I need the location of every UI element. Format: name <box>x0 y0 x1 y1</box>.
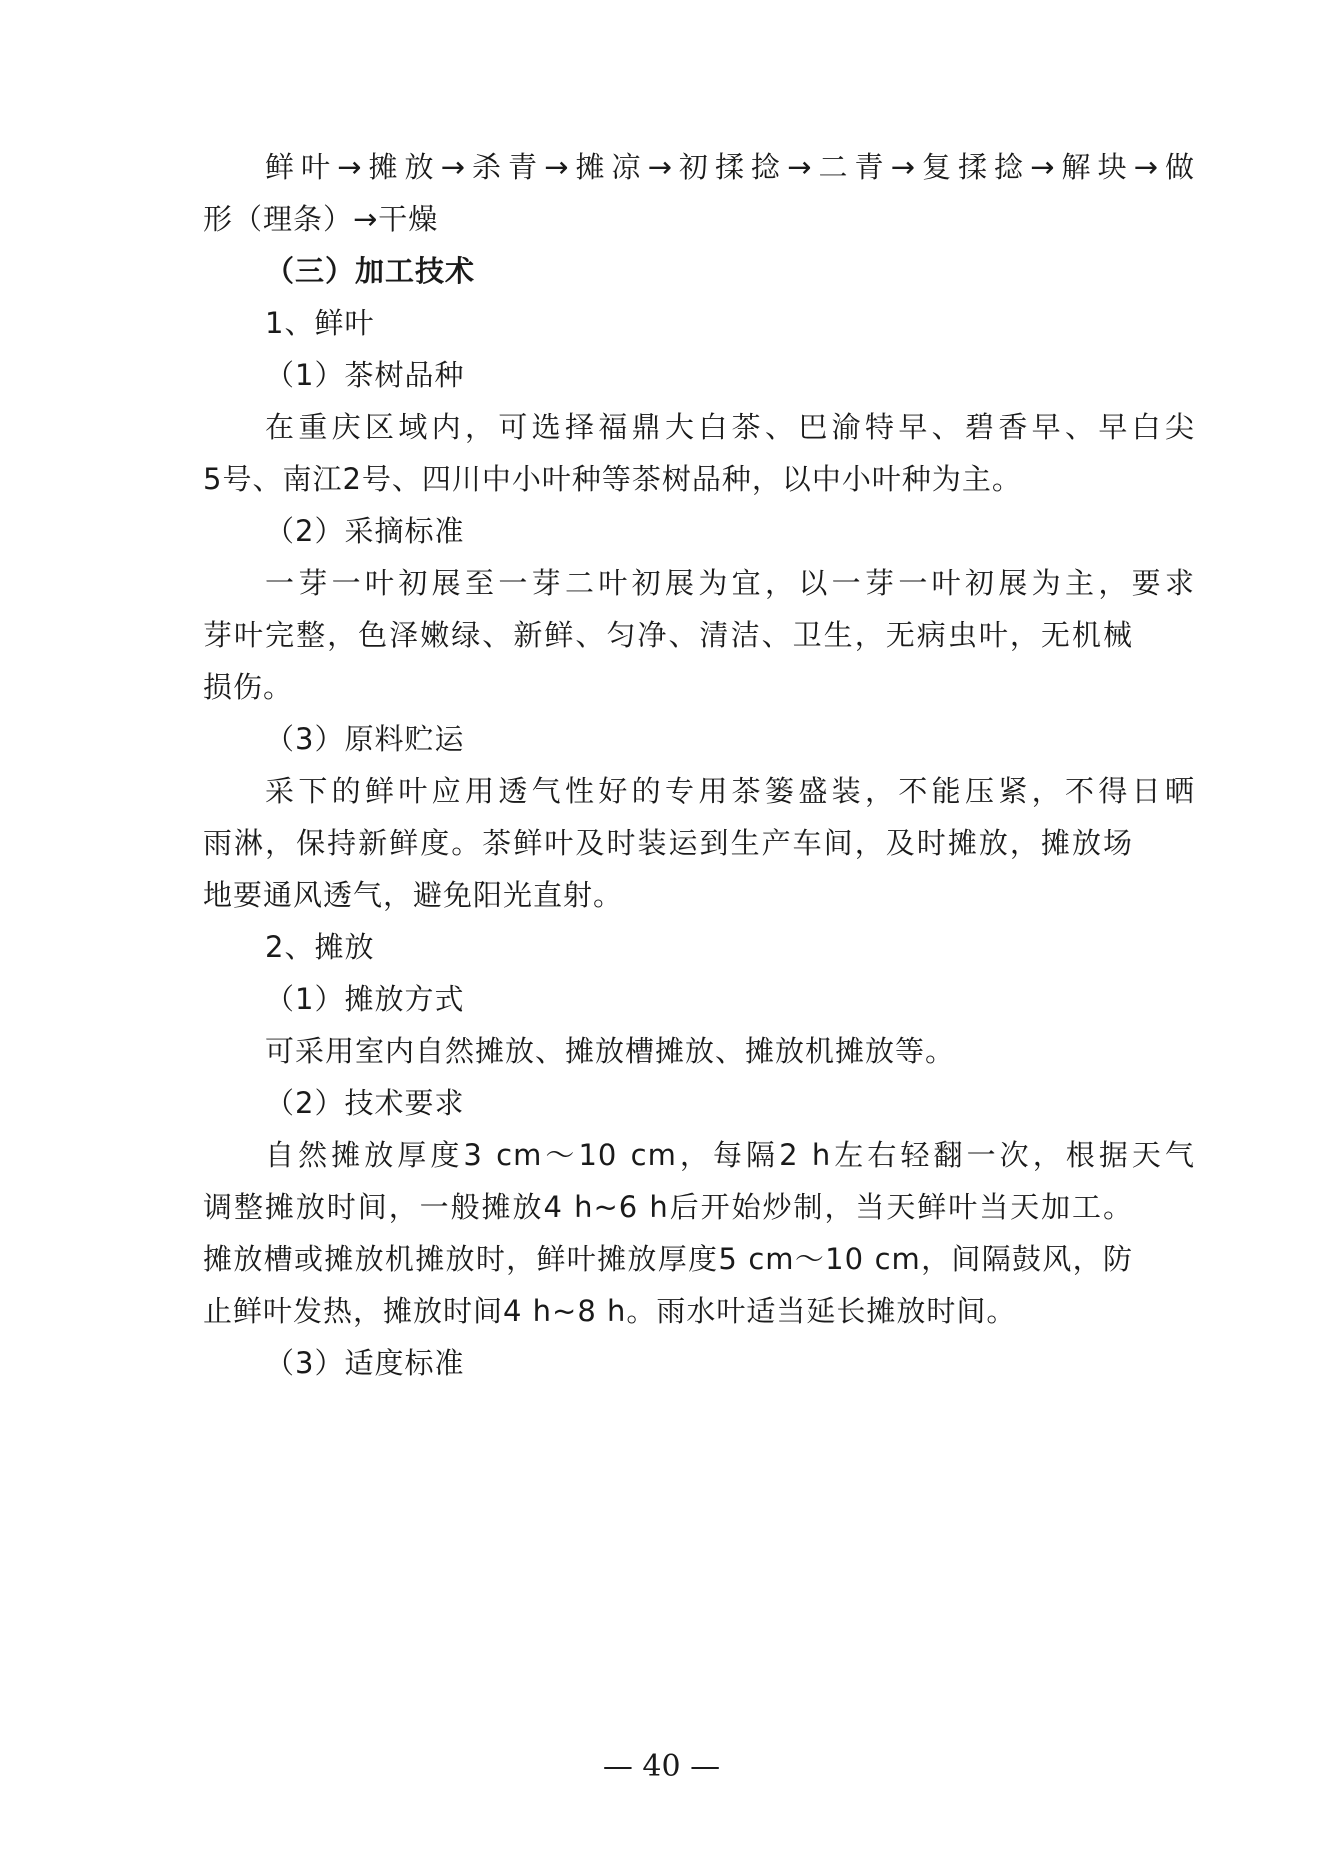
process-flow-line-1: 鲜叶→摊放→杀青→摊凉→初揉捻→二青→复揉捻→解块→做 <box>265 150 1195 184</box>
paragraph-line: 芽叶完整，色泽嫩绿、新鲜、匀净、清洁、卫生，无病虫叶，无机械 <box>203 618 1133 652</box>
item-heading-storage-transport: （3）原料贮运 <box>265 722 465 756</box>
paragraph-line: 采下的鲜叶应用透气性好的专用茶篓盛装，不能压紧，不得日晒 <box>265 774 1195 808</box>
item-heading-technical-requirements: （2）技术要求 <box>265 1086 465 1120</box>
subsection-heading-spreading: 2、摊放 <box>265 930 375 964</box>
paragraph-line: 调整摊放时间，一般摊放4 h~6 h后开始炒制，当天鲜叶当天加工。 <box>203 1190 1133 1224</box>
paragraph-line: 可采用室内自然摊放、摊放槽摊放、摊放机摊放等。 <box>265 1034 956 1068</box>
paragraph-line: 摊放槽或摊放机摊放时，鲜叶摊放厚度5 cm～10 cm，间隔鼓风，防 <box>203 1242 1133 1276</box>
paragraph-line: 一芽一叶初展至一芽二叶初展为宜，以一芽一叶初展为主，要求 <box>265 566 1195 600</box>
item-heading-spreading-method: （1）摊放方式 <box>265 982 465 1016</box>
paragraph-line: 止鲜叶发热，摊放时间4 h~8 h。雨水叶适当延长摊放时间。 <box>203 1294 1017 1328</box>
section-heading-processing-technique: （三）加工技术 <box>265 254 476 288</box>
item-heading-moderate-standard: （3）适度标准 <box>265 1346 465 1380</box>
item-heading-picking-standard: （2）采摘标准 <box>265 514 465 548</box>
process-flow-line-2: 形（理条）→干燥 <box>203 202 439 236</box>
item-heading-tea-varieties: （1）茶树品种 <box>265 358 465 392</box>
subsection-heading-fresh-leaves: 1、鲜叶 <box>265 306 375 340</box>
paragraph-line: 损伤。 <box>203 670 294 704</box>
paragraph-line: 地要通风透气，避免阳光直射。 <box>203 878 624 912</box>
page-number: — 40 — <box>602 1749 721 1784</box>
paragraph-line: 雨淋，保持新鲜度。茶鲜叶及时装运到生产车间，及时摊放，摊放场 <box>203 826 1133 860</box>
paragraph-line: 在重庆区域内，可选择福鼎大白茶、巴渝特早、碧香早、早白尖 <box>265 410 1195 444</box>
paragraph-line: 自然摊放厚度3 cm～10 cm，每隔2 h左右轻翻一次，根据天气 <box>265 1138 1195 1172</box>
paragraph-line: 5号、南江2号、四川中小叶种等茶树品种，以中小叶种为主。 <box>203 462 1022 496</box>
